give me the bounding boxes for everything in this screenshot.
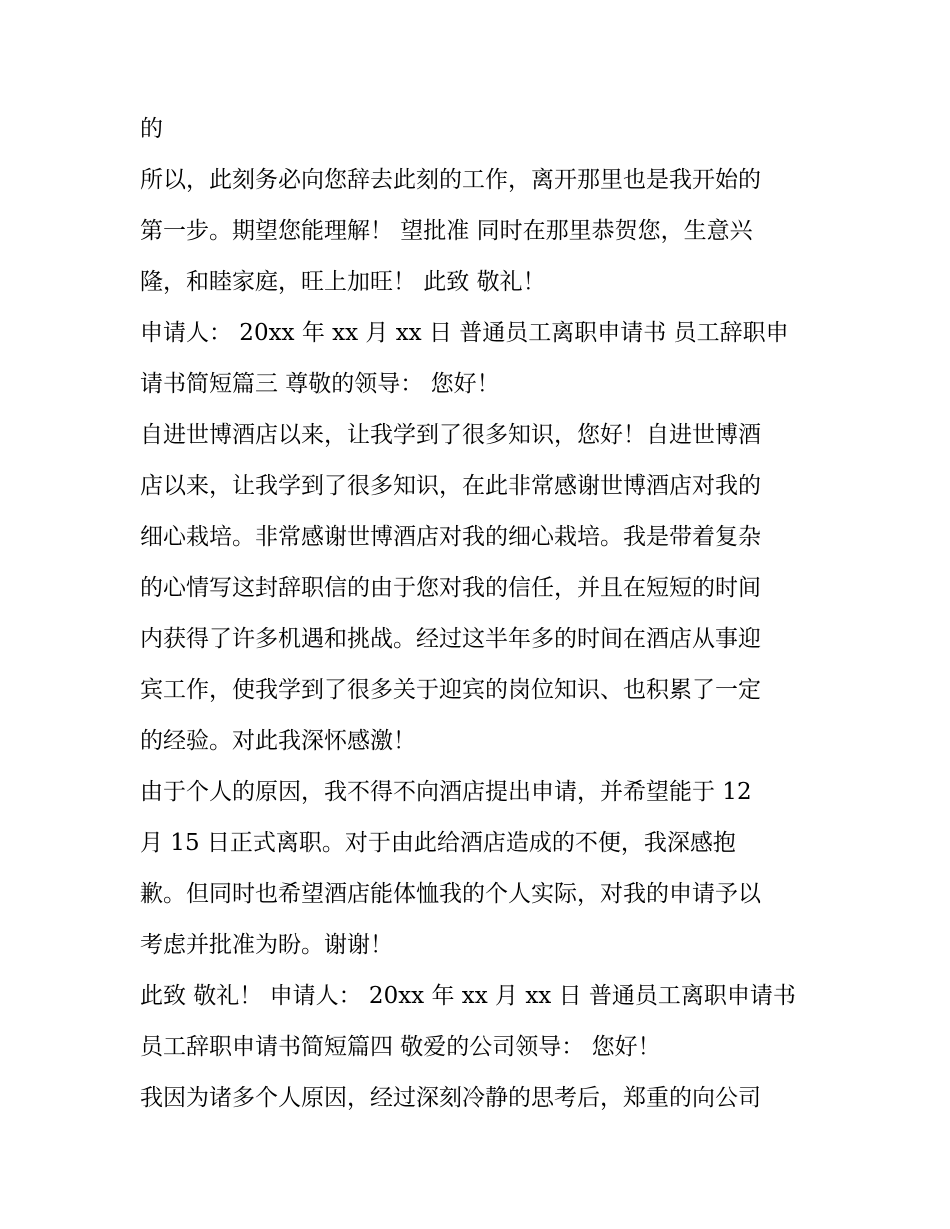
text-line: 此致 敬礼！ 申请人： 20xx 年 xx 月 xx 日 普通员工离职申请书 xyxy=(140,983,796,1009)
text-line: 申请人： 20xx 年 xx 月 xx 日 普通员工离职申请书 员工辞职申 xyxy=(140,320,789,346)
text-line: 内获得了许多机遇和挑战。经过这半年多的时间在酒店从事迎 xyxy=(140,626,761,652)
text-line: 歉。但同时也希望酒店能体恤我的个人实际，对我的申请予以 xyxy=(140,881,761,907)
document-body xyxy=(140,104,820,1124)
text-line: 细心栽培。非常感谢世博酒店对我的细心栽培。我是带着复杂 xyxy=(140,524,761,550)
text-line: 隆，和睦家庭，旺上加旺！ 此致 敬礼！ xyxy=(140,269,546,295)
text-line: 第一步。期望您能理解！ 望批准 同时在那里恭贺您，生意兴 xyxy=(140,218,753,244)
text-line: 的 xyxy=(140,116,163,142)
text-line: 宾工作，使我学到了很多关于迎宾的岗位知识、也积累了一定 xyxy=(140,677,761,703)
text-line: 我因为诸多个人原因，经过深刻冷静的思考后，郑重的向公司 xyxy=(140,1085,761,1111)
text-line: 的经验。对此我深怀感激！ xyxy=(140,728,416,754)
text-line: 考虑并批准为盼。谢谢！ xyxy=(140,932,393,958)
text-line: 月 15 日正式离职。对于由此给酒店造成的不便，我深感抱 xyxy=(140,830,736,856)
text-line: 请书简短篇三 尊敬的领导： 您好！ xyxy=(140,371,500,397)
text-line: 所以，此刻务必向您辞去此刻的工作，离开那里也是我开始的 xyxy=(140,167,761,193)
text-line: 自进世博酒店以来，让我学到了很多知识，您好！自进世博酒 xyxy=(140,422,761,448)
text-line: 员工辞职申请书简短篇四 敬爱的公司领导： 您好！ xyxy=(140,1034,661,1060)
text-line: 的心情写这封辞职信的由于您对我的信任，并且在短短的时间 xyxy=(140,575,761,601)
text-line: 由于个人的原因，我不得不向酒店提出申请，并希望能于 12 xyxy=(140,779,752,805)
text-line: 店以来，让我学到了很多知识，在此非常感谢世博酒店对我的 xyxy=(140,473,761,499)
